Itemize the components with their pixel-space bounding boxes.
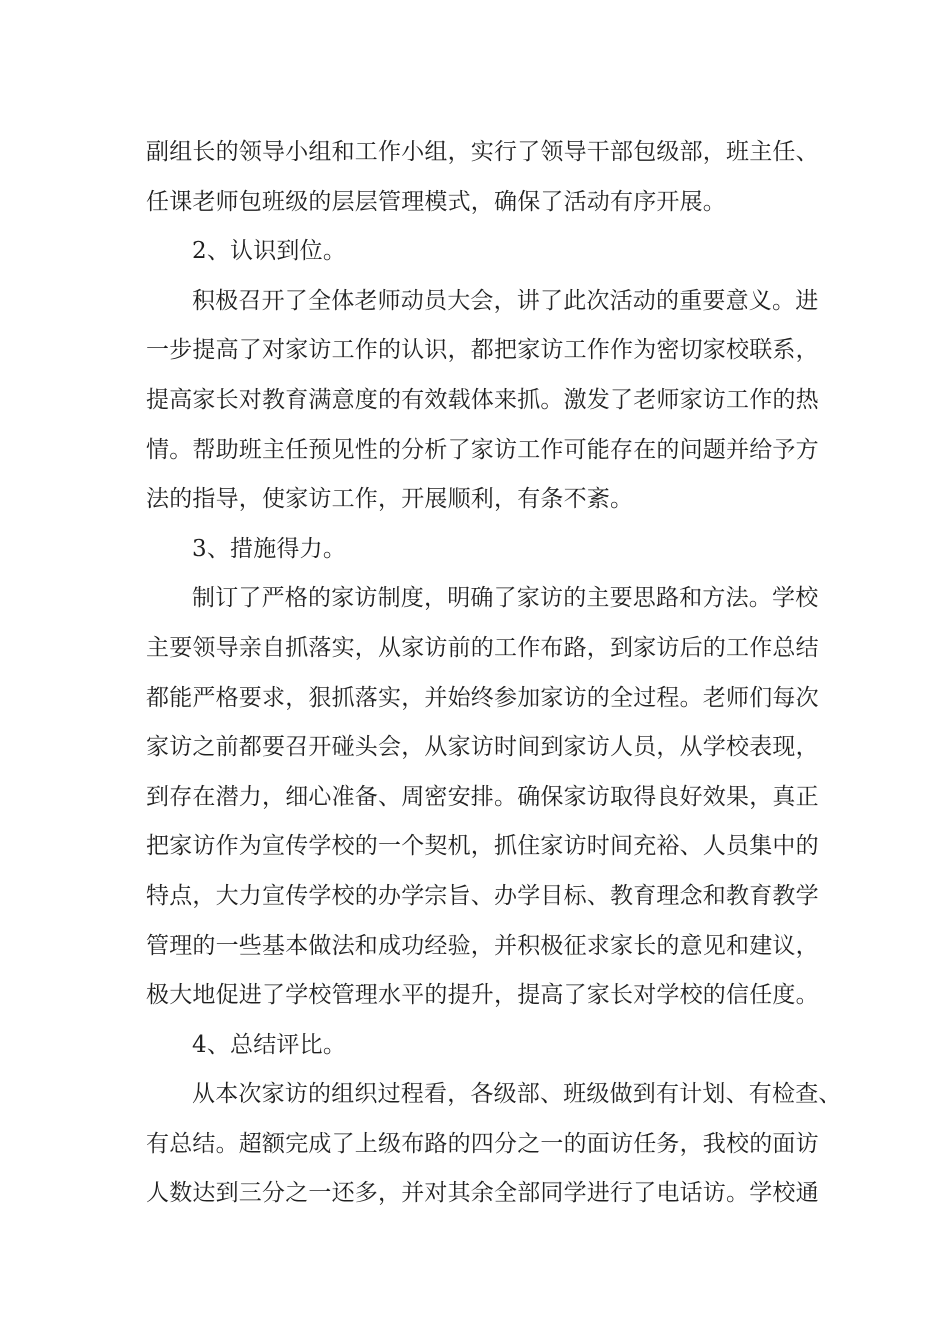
text-line: 提高家长对教育满意度的有效载体来抓。激发了老师家访工作的热 xyxy=(146,386,819,413)
text-line: 从本次家访的组织过程看，各级部、班级做到有计划、有检查、 xyxy=(192,1081,842,1108)
text-line: 情。帮助班主任预见性的分析了家访工作可能存在的问题并给予方 xyxy=(146,436,819,463)
text-line: 特点，大力宣传学校的办学宗旨、办学目标、教育理念和教育教学 xyxy=(146,882,819,909)
text-line: 人数达到三分之一还多，并对其余全部同学进行了电话访。学校通 xyxy=(146,1180,819,1207)
text-line: 极大地促进了学校管理水平的提升，提高了家长对学校的信任度。 xyxy=(146,982,819,1009)
text-line: 到存在潜力，细心准备、周密安排。确保家访取得良好效果，真正 xyxy=(146,783,819,810)
text-line: 副组长的领导小组和工作小组，实行了领导干部包级部，班主任、 xyxy=(146,139,819,165)
text-line: 法的指导，使家访工作，开展顺利，有条不紊。 xyxy=(146,486,634,513)
text-line: 主要领导亲自抓落实，从家访前的工作布路，到家访后的工作总结 xyxy=(146,634,819,661)
text-line: 制订了严格的家访制度，明确了家访的主要思路和方法。学校 xyxy=(192,585,819,612)
text-line: 都能严格要求，狠抓落实，并始终参加家访的全过程。老师们每次 xyxy=(146,684,819,711)
text-line: 一步提高了对家访工作的认识，都把家访工作作为密切家校联系， xyxy=(146,337,819,364)
text-line: 3、措施得力。 xyxy=(192,535,347,562)
text-line: 家访之前都要召开碰头会，从家访时间到家访人员，从学校表现， xyxy=(146,734,819,761)
text-line: 积极召开了全体老师动员大会，讲了此次活动的重要意义。进 xyxy=(192,287,819,314)
text-line: 把家访作为宣传学校的一个契机，抓住家访时间充裕、人员集中的 xyxy=(146,833,819,860)
text-line: 管理的一些基本做法和成功经验，并积极征求家长的意见和建议， xyxy=(146,932,819,959)
text-line: 4、总结评比。 xyxy=(192,1031,347,1058)
text-line: 2、认识到位。 xyxy=(192,238,347,265)
text-line: 有总结。超额完成了上级布路的四分之一的面访任务，我校的面访 xyxy=(146,1130,819,1157)
document-body xyxy=(146,128,842,1219)
text-line: 任课老师包班级的层层管理模式，确保了活动有序开展。 xyxy=(146,188,726,215)
